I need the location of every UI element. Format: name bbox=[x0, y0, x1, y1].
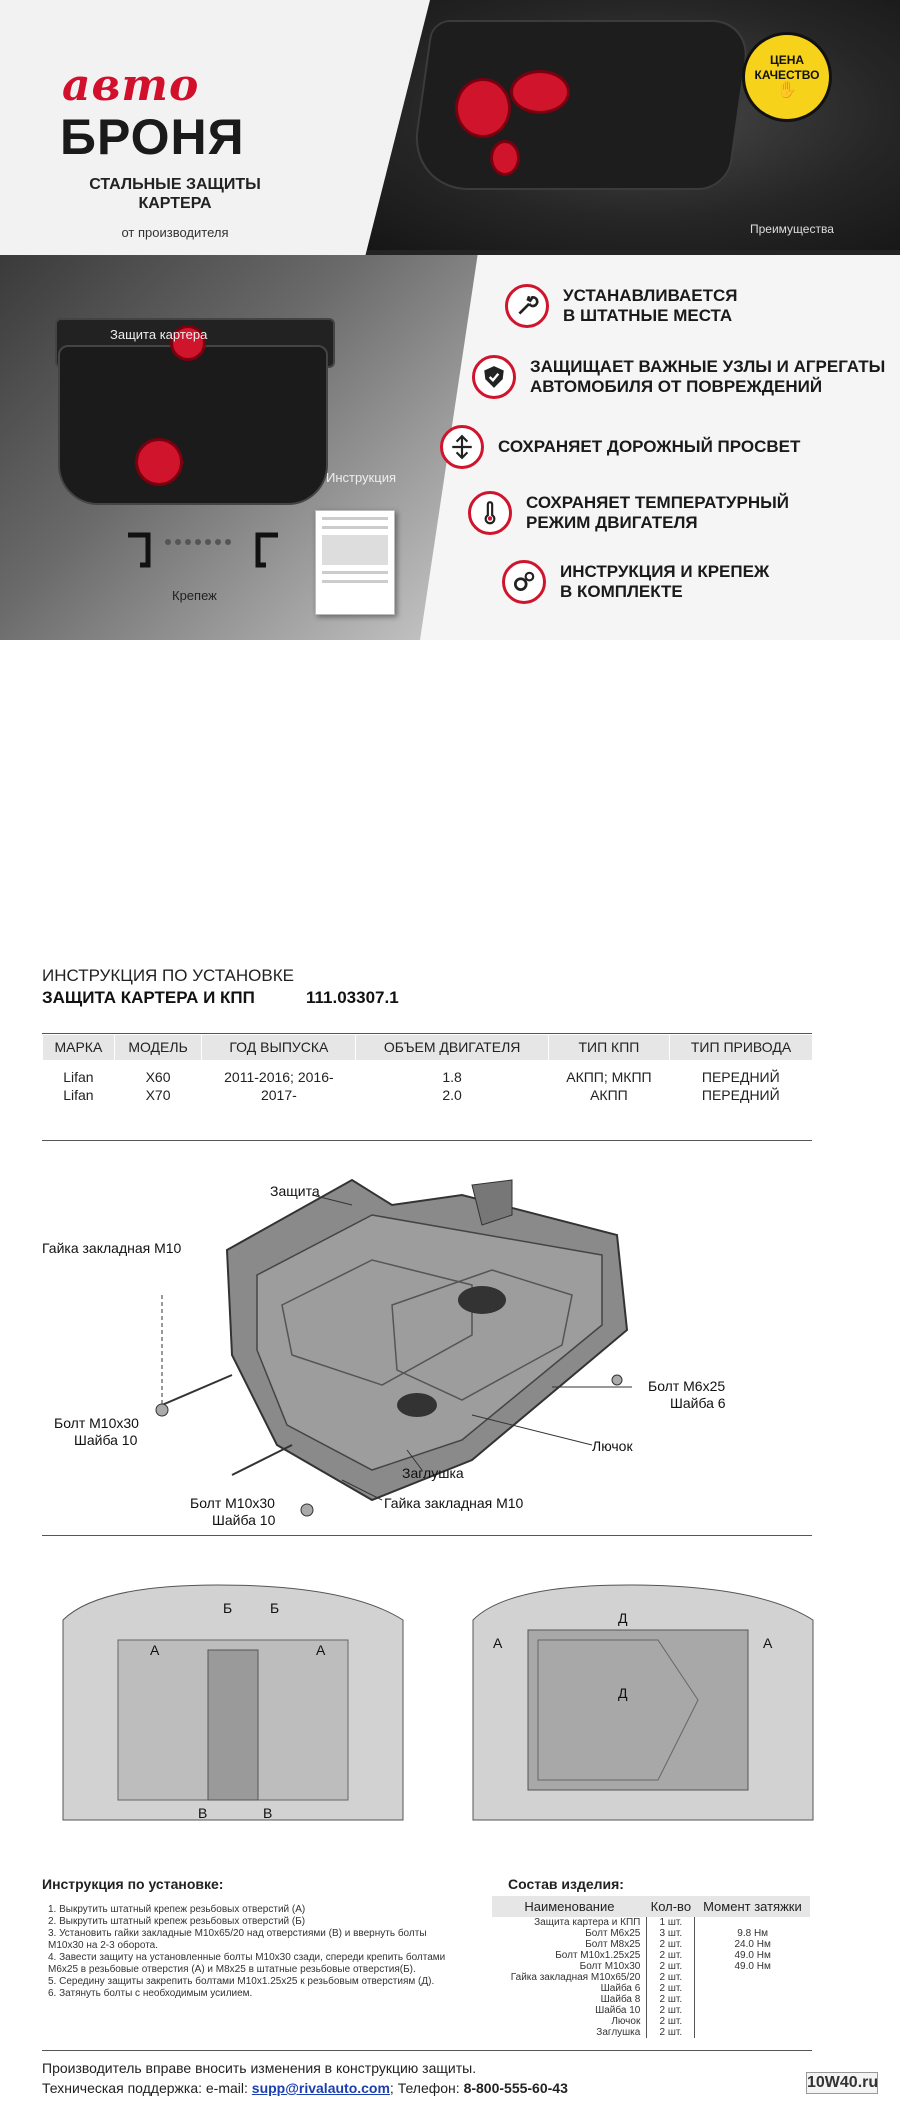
footer-note: Производитель вправе вносить изменения в конструкцию защиты. bbox=[42, 2060, 477, 2076]
table-row: Болт М8х25 2 шт. 24.0 Нм bbox=[585, 1939, 771, 1950]
table-row: Болт М10х1.25х25 2 шт. 49.0 Нм bbox=[555, 1950, 771, 1961]
cell-year: 2017- bbox=[260, 1087, 297, 1103]
label-plug: Заглушка bbox=[402, 1465, 464, 1481]
fasteners-image bbox=[128, 530, 278, 570]
label-hatch: Лючок bbox=[592, 1438, 633, 1454]
table-row: Шайба 6 2 шт. bbox=[492, 1983, 810, 1994]
table-row bbox=[43, 1086, 813, 1104]
skid-label: Защита картера bbox=[110, 327, 208, 342]
thermometer-icon bbox=[468, 491, 512, 535]
steps-title: Инструкция по установке: bbox=[42, 1876, 224, 1892]
col-header: Момент затяжки bbox=[695, 1896, 810, 1917]
marker-a: А bbox=[763, 1635, 773, 1651]
label-washer-bottom: Шайба 10 bbox=[212, 1512, 276, 1528]
marker-b: Б bbox=[223, 1600, 233, 1616]
thumbs-up-icon: ✋ bbox=[777, 82, 797, 99]
table-row: Болт М6х25 3 шт. 9.8 Нм bbox=[585, 1928, 769, 1939]
label-bolt-left: Болт М10х30 bbox=[54, 1415, 139, 1431]
step-item: 4. Завести защиту на установленные болты М10х30 сзади, спереди крепить болтами bbox=[48, 1952, 446, 1963]
support-phone: 8-800-555-60-43 bbox=[463, 2080, 568, 2096]
marker-v: В bbox=[198, 1805, 208, 1821]
table-row: Защита картера и КПП 1 шт. bbox=[492, 1917, 810, 1928]
feature-item: УСТАНАВЛИВАЕТСЯ В ШТАТНЫЕ МЕСТА bbox=[505, 284, 738, 328]
cell-engine: 2.0 bbox=[442, 1087, 462, 1103]
marker-a: А bbox=[150, 1642, 160, 1658]
col-header: Наименование bbox=[492, 1896, 647, 1917]
cell-make: Lifan bbox=[63, 1087, 94, 1103]
vehicle-spec-table bbox=[42, 1035, 812, 1104]
step-item: 1. Выкрутить штатный крепеж резьбовых отверстий (А) bbox=[48, 1904, 306, 1915]
divider bbox=[42, 1033, 812, 1034]
composition-title: Состав изделия: bbox=[508, 1876, 624, 1892]
red-plug bbox=[510, 70, 570, 114]
brand-logo-script: авто bbox=[62, 60, 200, 111]
table-row bbox=[43, 1060, 813, 1086]
col-header: ТИП ПРИВОДА bbox=[670, 1035, 812, 1060]
col-header: ГОД ВЫПУСКА bbox=[202, 1035, 356, 1060]
table-row: Шайба 10 2 шт. bbox=[492, 2005, 810, 2016]
manual-label: Инструкция bbox=[326, 470, 396, 485]
cell-engine: 1.8 bbox=[442, 1069, 462, 1085]
step-item: М10х30 на 2-3 оборота. bbox=[48, 1940, 159, 1951]
crankcase-skid-image bbox=[58, 345, 328, 505]
red-plug bbox=[455, 78, 511, 138]
installation-diagram bbox=[42, 1155, 812, 1535]
label-skid: Защита bbox=[270, 1183, 320, 1199]
cell-model: X70 bbox=[145, 1087, 171, 1103]
instruction-subtitle: ЗАЩИТА КАРТЕРА И КПП bbox=[42, 988, 255, 1007]
col-header: МАРКА bbox=[43, 1035, 115, 1060]
cell-gearbox: АКПП bbox=[590, 1087, 628, 1103]
label-nut-bottom: Гайка закладная М10 bbox=[384, 1495, 524, 1511]
wrench-icon bbox=[505, 284, 549, 328]
label-bolt-right: Болт М6х25 bbox=[648, 1378, 726, 1394]
cell-model: X60 bbox=[145, 1069, 171, 1085]
label-nut-left: Гайка закладная М10 bbox=[42, 1240, 182, 1256]
product-banner bbox=[0, 0, 900, 640]
step-item: 5. Середину защиты закрепить болтами М10х1.25х25 к резьбовым отверстиям (Д). bbox=[48, 1976, 435, 1987]
banner-subtitle: от производителя bbox=[121, 225, 229, 240]
marker-a: А bbox=[493, 1635, 503, 1651]
quality-badge: ЦЕНА КАЧЕСТВО ✋ bbox=[742, 32, 832, 122]
cell-drive: ПЕРЕДНИЙ bbox=[701, 1087, 780, 1103]
marker-d: Д bbox=[618, 1610, 628, 1626]
cell-drive: ПЕРЕДНИЙ bbox=[701, 1069, 780, 1085]
table-row: Болт М10х30 2 шт. 49.0 Нм bbox=[579, 1961, 771, 1972]
banner-title: СТАЛЬНЫЕ ЗАЩИТЫ КАРТЕРА bbox=[89, 176, 261, 212]
divider bbox=[42, 2050, 812, 2051]
step-item: 3. Установить гайки закладные М10х65/20 над отверстиями (В) и ввернуть болты bbox=[48, 1928, 427, 1939]
step-item: 6. Затянуть болты с необходимым усилием. bbox=[48, 1988, 253, 1999]
manual-thumbnail bbox=[315, 510, 395, 615]
mounting-points-views bbox=[58, 1580, 818, 1830]
shield-check-icon bbox=[472, 355, 516, 399]
feature-item: СОХРАНЯЕТ ТЕМПЕРАТУРНЫЙ РЕЖИМ ДВИГАТЕЛЯ bbox=[468, 491, 789, 535]
fasteners-label: Крепеж bbox=[172, 588, 217, 603]
divider bbox=[42, 1535, 812, 1536]
col-header: ТИП КПП bbox=[548, 1035, 669, 1060]
watermark-logo: 10W40.ru bbox=[806, 2072, 878, 2094]
brand-logo-text: БРОНЯ bbox=[60, 109, 245, 165]
product-code: 111.03307.1 bbox=[306, 988, 399, 1007]
marker-d: Д bbox=[618, 1685, 628, 1701]
step-item: 2. Выкрутить штатный крепеж резьбовых отверстий (Б) bbox=[48, 1916, 306, 1927]
installation-steps bbox=[48, 1904, 468, 2000]
feature-item: ЗАЩИЩАЕТ ВАЖНЫЕ УЗЛЫ И АГРЕГАТЫ АВТОМОБИЛЯ ОТ ПОВРЕЖДЕНИЙ bbox=[472, 355, 885, 399]
cell-gearbox: АКПП; МКПП bbox=[566, 1069, 652, 1085]
table-row: Шайба 8 2 шт. bbox=[492, 1994, 810, 2005]
marker-v: В bbox=[263, 1805, 273, 1821]
instruction-title: ИНСТРУКЦИЯ ПО УСТАНОВКЕ bbox=[42, 966, 294, 985]
feature-item: ИНСТРУКЦИЯ И КРЕПЕЖ В КОМПЛЕКТЕ bbox=[502, 560, 769, 604]
marker-b: Б bbox=[270, 1600, 280, 1616]
red-plug bbox=[490, 140, 520, 176]
divider bbox=[42, 1140, 812, 1141]
step-item: М6х25 в резьбовые отверстия (А) и М8х25 в штатные резьбовые отверстия(Б). bbox=[48, 1964, 416, 1975]
label-bolt-bottom: Болт М10х30 bbox=[190, 1495, 275, 1511]
col-header: ОБЪЕМ ДВИГАТЕЛЯ bbox=[356, 1035, 548, 1060]
composition-table bbox=[492, 1896, 810, 2038]
cell-make: Lifan bbox=[63, 1069, 94, 1085]
footer-support: Техническая поддержка: e-mail: supp@rivalauto.com; Телефон: 8-800-555-60-43 bbox=[42, 2080, 568, 2096]
gears-icon bbox=[502, 560, 546, 604]
feature-item: СОХРАНЯЕТ ДОРОЖНЫЙ ПРОСВЕТ bbox=[440, 425, 800, 469]
red-plug bbox=[135, 438, 183, 486]
cell-year: 2011-2016; 2016- bbox=[224, 1069, 334, 1085]
clearance-icon bbox=[440, 425, 484, 469]
advantages-label: Преимущества bbox=[750, 222, 834, 236]
table-row: Лючок 2 шт. bbox=[492, 2016, 810, 2027]
table-row: Гайка закладная М10х65/20 2 шт. bbox=[492, 1972, 810, 1983]
label-washer-right: Шайба 6 bbox=[670, 1395, 726, 1411]
label-washer-left: Шайба 10 bbox=[74, 1432, 138, 1448]
col-header: Кол-во bbox=[647, 1896, 695, 1917]
support-email-link[interactable]: supp@rivalauto.com bbox=[251, 2080, 390, 2096]
marker-a: А bbox=[316, 1642, 326, 1658]
table-row: Заглушка 2 шт. bbox=[492, 2027, 810, 2038]
col-header: МОДЕЛЬ bbox=[114, 1035, 202, 1060]
